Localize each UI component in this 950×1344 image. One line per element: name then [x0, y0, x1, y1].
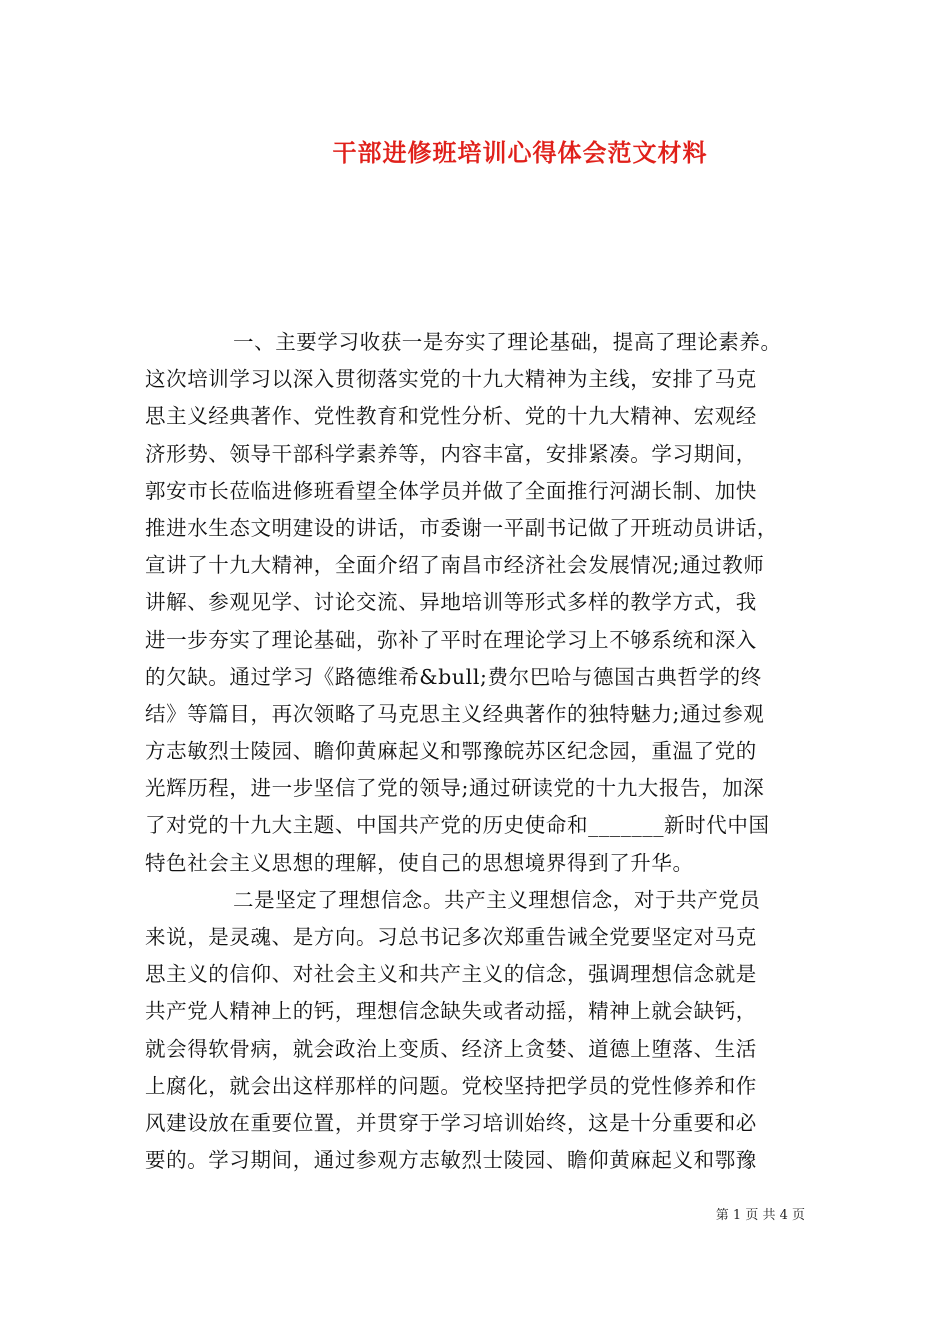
body-line: 要的。学习期间，通过参观方志敏烈士陵园、瞻仰黄麻起义和鄂豫: [145, 1148, 757, 1173]
body-line: 济形势、领导干部科学素养等，内容丰富，安排紧凑。学习期间，: [145, 441, 757, 466]
body-line: 光辉历程，进一步坚信了党的领导;通过研读党的十九大报告，加深: [145, 776, 765, 801]
body-line: 推进水生态文明建设的讲话，市委谢一平副书记做了开班动员讲话，: [145, 515, 778, 540]
body-line: 了对党的十九大主题、中国共产党的历史使命和_______新时代中国: [145, 813, 770, 838]
body-line: 思主义的信仰、对社会主义和共产主义的信念，强调理想信念就是: [145, 962, 757, 987]
body-line: 一、主要学习收获一是夯实了理论基础，提高了理论素养。: [233, 330, 782, 354]
body-line: 方志敏烈士陵园、瞻仰黄麻起义和鄂豫皖苏区纪念园，重温了党的: [145, 739, 757, 764]
body-line: 二是坚定了理想信念。共产主义理想信念，对于共产党员: [233, 887, 761, 912]
document-body: [145, 324, 825, 1179]
body-line: 结》等篇目，再次领略了马克思主义经典著作的独特魅力;通过参观: [145, 701, 765, 726]
body-line: 特色社会主义思想的理解，使自己的思想境界得到了升华。: [145, 850, 694, 875]
body-line: 郭安市长莅临进修班看望全体学员并做了全面推行河湖长制、加快: [145, 478, 757, 503]
body-line: 宣讲了十九大精神，全面介绍了南昌市经济社会发展情况;通过教师: [145, 553, 765, 578]
body-line: 的欠缺。通过学习《路德维希&bull;费尔巴哈与德国古典哲学的终: [145, 664, 762, 689]
body-line: 进一步夯实了理论基础，弥补了平时在理论学习上不够系统和深入: [145, 627, 757, 652]
body-line: 就会得软骨病，就会政治上变质、经济上贪婪、道德上堕落、生活: [145, 1036, 757, 1061]
body-line: 讲解、参观见学、讨论交流、异地培训等形式多样的教学方式，我: [145, 590, 757, 615]
body-line: 风建设放在重要位置，并贯穿于学习培训始终，这是十分重要和必: [145, 1110, 757, 1135]
body-line: 共产党人精神上的钙，理想信念缺失或者动摇，精神上就会缺钙，: [145, 999, 757, 1024]
document-title: 干部进修班培训心得体会范文材料: [332, 138, 708, 167]
body-line: 上腐化，就会出这样那样的问题。党校坚持把学员的党性修养和作: [145, 1073, 757, 1098]
page-number: 第 1 页 共 4 页: [715, 1208, 805, 1223]
body-line: 这次培训学习以深入贯彻落实党的十九大精神为主线，安排了马克: [145, 367, 757, 392]
body-line: 思主义经典著作、党性教育和党性分析、党的十九大精神、宏观经: [145, 404, 757, 429]
body-line: 来说，是灵魂、是方向。习总书记多次郑重告诫全党要坚定对马克: [145, 925, 757, 949]
